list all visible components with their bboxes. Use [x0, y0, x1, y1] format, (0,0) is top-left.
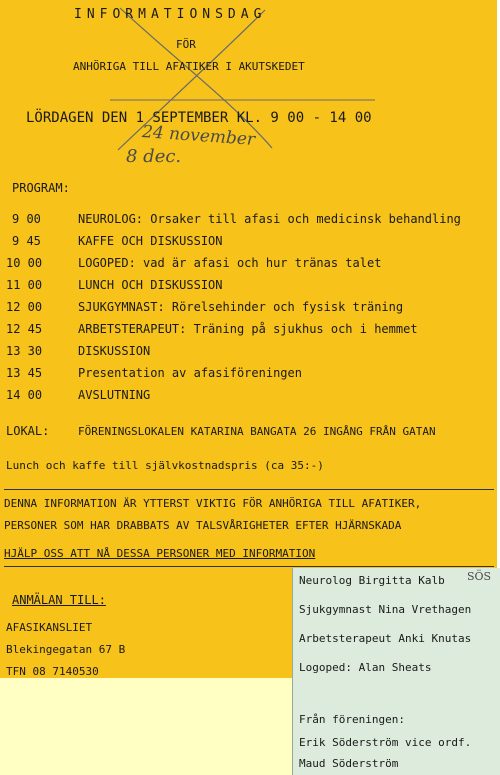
speaker-sjukgymnast: Sjukgymnast Nina Vrethagen: [299, 603, 472, 616]
crossed-out-mark: [0, 0, 500, 180]
speaker-logoped: Logoped: Alan Sheats: [299, 661, 432, 674]
handwritten-sos: SÖS: [467, 570, 492, 583]
divider: [4, 566, 494, 567]
registration-label: ANMÄLAN TILL:: [12, 593, 106, 607]
program-label: PROGRAM:: [12, 181, 70, 195]
program-item: LOGOPED: vad är afasi och hur tränas talet: [78, 256, 382, 270]
association-member: Erik Söderström vice ordf.: [299, 736, 472, 749]
speaker-arbetsterapeut: Arbetsterapeut Anki Knutas: [299, 632, 472, 645]
notice-line: DENNA INFORMATION ÄR YTTERST VIKTIG FÖR ANHÖRIGA TILL AFATIKER,: [4, 497, 422, 510]
registration-org: AFASIKANSLIET: [6, 621, 93, 634]
program-item: DISKUSSION: [78, 344, 151, 358]
program-item: KAFFE OCH DISKUSSION: [78, 234, 223, 248]
program-item: SJUKGYMNAST: Rörelsehinder och fysisk träning: [78, 300, 404, 314]
speaker-neurolog: Neurolog Birgitta Kalb: [299, 574, 445, 587]
program-time: 12 45: [6, 322, 43, 336]
association-label: Från föreningen:: [299, 713, 405, 726]
backing-paper: [0, 678, 297, 775]
location-label: LOKAL:: [6, 424, 50, 438]
program-time: 10 00: [6, 256, 43, 270]
program-time: 13 30: [6, 344, 43, 358]
program-time: 9 00: [12, 212, 41, 226]
handwritten-alt-date: 8 dec.: [126, 146, 182, 167]
notice-call-to-action: HJÄLP OSS ATT NÅ DESSA PERSONER MED INFORMATION: [4, 547, 316, 560]
program-time: 9 45: [12, 234, 41, 248]
program-item: LUNCH OCH DISKUSSION: [78, 278, 223, 292]
registration-address: Blekingegatan 67 B: [6, 643, 126, 656]
audience-line: ANHÖRIGA TILL AFATIKER I AKUTSKEDET: [73, 60, 305, 73]
association-member: Maud Söderström: [299, 757, 399, 770]
handwritten-new-date: 24 november: [141, 122, 256, 150]
program-time: 12 00: [6, 300, 43, 314]
program-time: 11 00: [6, 278, 43, 292]
page-title: INFORMATIONSDAG: [74, 7, 267, 22]
lunch-note: Lunch och kaffe till självkostnadspris (ca 35:-): [6, 459, 324, 472]
event-date: LÖRDAGEN DEN 1 SEPTEMBER KL. 9 00 - 14 00: [26, 110, 372, 126]
program-item: Presentation av afasiföreningen: [78, 366, 302, 380]
program-item: AVSLUTNING: [78, 388, 151, 402]
location-value: FÖRENINGSLOKALEN KATARINA BANGATA 26 INGÅNG FRÅN GATAN: [78, 425, 436, 438]
program-item: ARBETSTERAPEUT: Träning på sjukhus och i hemmet: [78, 322, 418, 336]
program-time: 13 45: [6, 366, 43, 380]
divider: [4, 489, 494, 490]
for-label: FÖR: [176, 38, 196, 51]
notice-line: PERSONER SOM HAR DRABBATS AV TALSVÅRIGHETER EFTER HJÄRNSKADA: [4, 519, 402, 532]
program-time: 14 00: [6, 388, 43, 402]
program-item: NEUROLOG: Orsaker till afasi och medicinsk behandling: [78, 212, 461, 226]
registration-phone: TFN 08 7140530: [6, 665, 99, 678]
